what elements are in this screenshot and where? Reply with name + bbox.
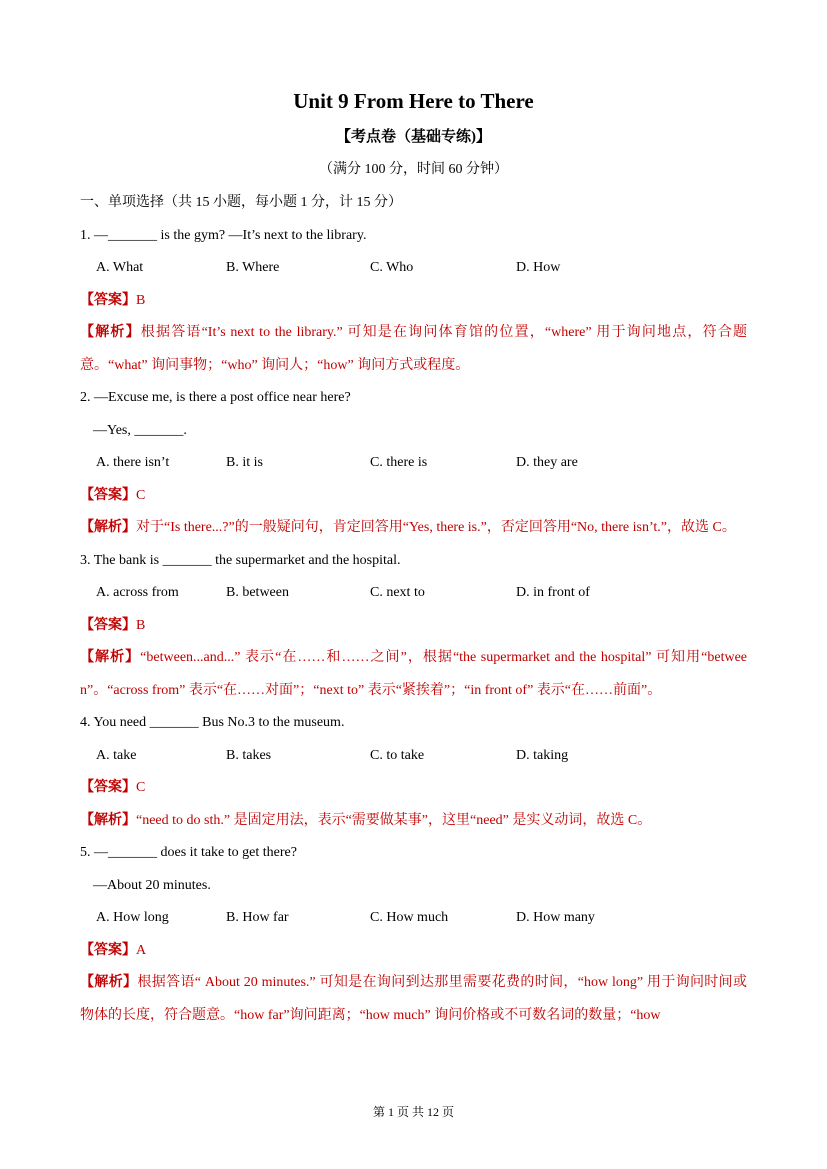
question-stem: 2. —Excuse me, is there a post office near here? [80,390,351,405]
answer-value: B [136,292,146,308]
analysis-body: 根据答语“It’s next to the library.” 可知是在询问体育馆的位置，“where” 用于询问地点，符合题意。“what” 询问事物；“who” 询问人；“how” 询问方式或程度。 [80,325,748,373]
option-b: B. How far [226,910,289,925]
answer-label: 【答案】 [80,292,136,308]
analysis-text [80,967,747,1032]
answer-label: 【答案】 [80,942,136,958]
option-c: C. to take [370,747,425,763]
option-row [80,447,747,480]
option-b: B. Where [226,260,280,275]
option-b: B. it is [226,455,263,470]
analysis-label: 【解析】 [80,650,141,665]
option-d: D. How many [516,910,595,925]
answer-label: 【答案】 [80,617,136,633]
option-a: A. What [96,260,144,275]
analysis-body: “need to do sth.” 是固定用法，表示“需要做某事”，这里“need” 是实义动词，故选 C。 [136,812,652,828]
answer-label: 【答案】 [80,487,136,503]
analysis-label: 【解析】 [80,812,136,828]
option-c: C. How much [370,910,449,925]
option-b: B. takes [226,747,272,763]
page-subtitle: 【考点卷（基础专练)】 [336,129,491,145]
question-stem: 1. —_______ is the gym? —It’s next to the library. [80,227,367,243]
question-stem: 3. The bank is _______ the supermarket and the hospital. [80,552,401,568]
option-a: A. across from [96,585,179,600]
option-row [80,740,747,773]
option-row [80,577,747,610]
score-note: （满分 100 分，时间 60 分钟） [319,162,508,177]
question-4 [80,707,747,837]
question-stem: 5. —_______ does it take to get there? [80,845,297,860]
analysis-label: 【解析】 [80,975,138,990]
option-c: C. next to [370,585,425,600]
answer-value: A [136,942,147,958]
analysis-label: 【解析】 [80,325,141,340]
analysis-text [80,805,747,838]
analysis-body: “between...and...” 表示“在……和……之间”，根据“the supermarket and the hospital” 可知用“between”。“across from” 表示“在……对面”；“next to” 表示“紧挨着”；“in front of” 表示“在……前面”。 [80,650,747,698]
option-a: A. there isn’t [96,455,170,470]
option-row [80,902,747,935]
analysis-text [80,512,747,545]
option-c: C. Who [370,260,414,275]
page-number: 第 1 页 共 12 页 [372,1105,454,1119]
answer-label: 【答案】 [80,780,136,795]
option-d: D. they are [516,455,578,470]
answer-line [80,480,747,513]
analysis-text [80,642,747,707]
option-d: D. taking [516,747,569,763]
question-reply: —About 20 minutes. [93,877,211,893]
page-title: Unit 9 From Here to There [293,89,534,113]
analysis-body: 根据答语“ About 20 minutes.” 可知是在询问到达那里需要花费的时间，“how long” 用于询问时间或物体的长度，符合题意。“how far”询问距离；“how much” 询问价格或不可数名词的数量；“how [80,975,748,1023]
question-2 [80,382,747,545]
analysis-text [80,317,747,382]
option-a: A. take [96,747,137,763]
question-stem: 4. You need _______ Bus No.3 to the museum. [80,715,345,730]
answer-value: C [136,487,146,503]
option-b: B. between [226,585,289,600]
answer-line [80,935,747,968]
answer-line [80,772,747,805]
answer-line [80,610,747,643]
answer-value: C [136,780,146,795]
analysis-label: 【解析】 [80,520,136,535]
option-d: D. in front of [516,585,590,600]
option-d: D. How [516,260,561,275]
analysis-body: 对于“Is there...?”的一般疑问句，肯定回答用“Yes, there is.”，否定回答用“No, there isn’t.”，故选 C。 [136,520,736,535]
question-5 [80,837,747,1032]
option-a: A. How long [96,910,169,925]
answer-value: B [136,617,146,633]
option-row [80,252,747,285]
section-title: 一、单项选择（共 15 小题，每小题 1 分，计 15 分） [80,195,402,210]
answer-line [80,285,747,318]
option-c: C. there is [370,455,428,470]
question-reply: —Yes, _______. [93,422,187,438]
question-3 [80,545,747,708]
question-list [80,187,747,1032]
question-1 [80,220,747,383]
